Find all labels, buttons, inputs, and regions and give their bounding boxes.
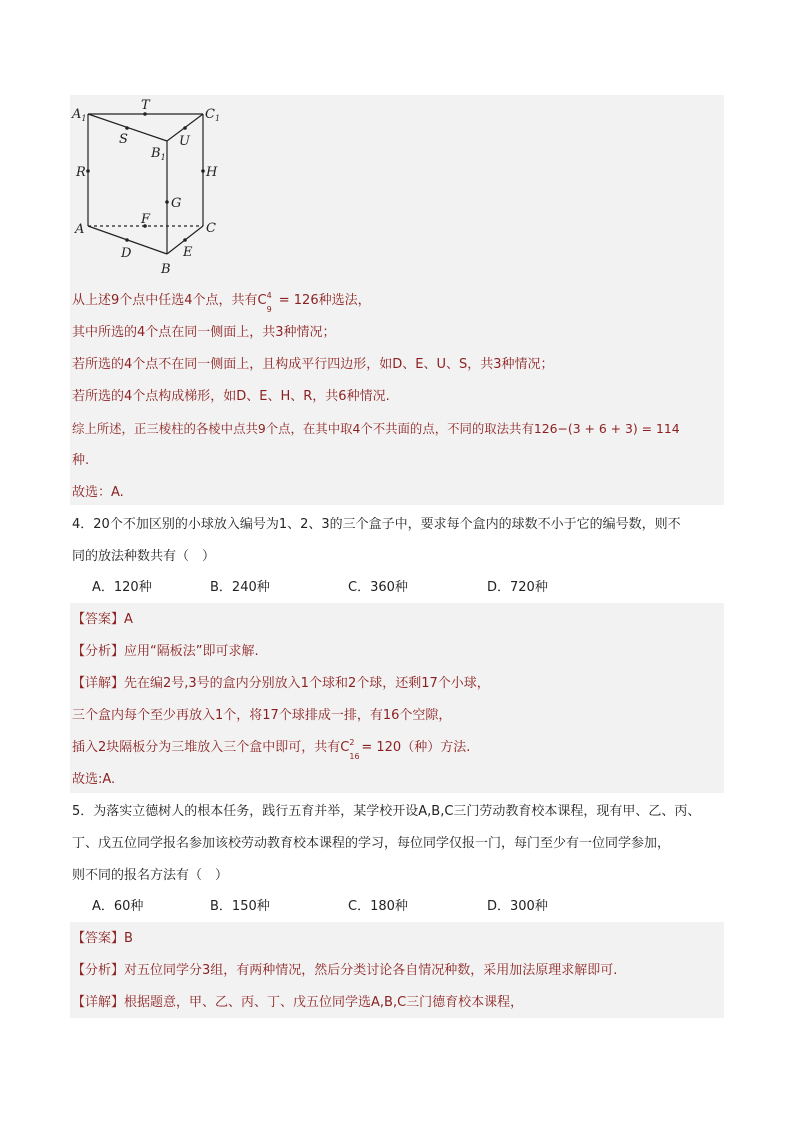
q5-option-c: C．180种 [348, 899, 408, 914]
solution-line-5: 综上所述，正三棱柱的各棱中点共9个点，在其中取4个不共面的点，不同的取法共有126−(3 + 6 + 3) = 114 [72, 421, 680, 436]
label-C1: $C_1$ [205, 107, 221, 123]
solution-line-2: 其中所选的4个点在同一侧面上，共3种情况； [72, 325, 336, 340]
label-E: E [183, 245, 193, 260]
q4-choice: 故选:A. [72, 772, 116, 787]
q4-option-b: B．240种 [210, 580, 270, 595]
label-R: R [76, 165, 86, 180]
point-G [165, 200, 169, 204]
point-S [125, 126, 129, 130]
triangular-prism-figure [70, 95, 230, 280]
q4-option-c: C．360种 [348, 580, 408, 595]
q5-option-a: A．60种 [92, 899, 144, 914]
label-D: D [121, 246, 132, 261]
q5-detail-line-1: 【详解】根据题意，甲、乙、丙、丁、戊五位同学选A,B,C三门德育校本课程， [72, 995, 524, 1010]
label-U: U [179, 134, 190, 149]
point-H [201, 169, 205, 173]
q4-detail-line-1: 【详解】先在编2号,3号的盒内分别放入1个球和2个球，还剩17个小球， [72, 676, 490, 691]
q4-option-a: A．120种 [92, 580, 152, 595]
q5-stem-line-3: 则不同的报名方法有（ ） [72, 868, 229, 883]
label-B: B [161, 262, 171, 277]
label-F: F [141, 212, 151, 227]
label-B1: $B_1$ [151, 146, 166, 162]
q4-detail-line-3: 插入2块隔板分为三堆放入三个盒中即可，共有C 2 16 = 120（种）方法. [72, 738, 471, 761]
label-H: H [206, 165, 218, 180]
solution-line-1: 从上述9个点中任选4个点，共有C 4 9 = 126种选法， [72, 291, 371, 314]
q5-stem-line-2: 丁、戊五位同学报名参加该校劳动教育校本课程的学习，每位同学仅报一门，每门至少有一位同学参加， [72, 836, 671, 851]
q4-option-d: D．720种 [487, 580, 548, 595]
label-C: C [206, 221, 216, 236]
label-T: T [141, 98, 150, 113]
label-S: S [119, 132, 128, 147]
q4-stem-line-2: 同的放法种数共有（ ） [72, 549, 216, 564]
point-R [86, 169, 90, 173]
q5-stem-line-1: 5．为落实立德树人的根本任务，践行五育并举，某学校开设A,B,C三门劳动教育校本课程，现有甲、乙、丙、 [72, 804, 701, 819]
q5-option-d: D．300种 [487, 899, 548, 914]
answer-block-shade [70, 603, 724, 793]
q5-option-b: B．150种 [210, 899, 270, 914]
label-A1: $A_1$ [72, 107, 87, 123]
point-U [183, 126, 187, 130]
label-A: A [75, 222, 85, 237]
point-D [125, 238, 129, 242]
q4-detail-line-2: 三个盒内每个至少再放入1个，将17个球排成一排，有16个空隙， [72, 708, 452, 723]
label-G: G [171, 196, 182, 211]
point-E [183, 238, 187, 242]
solution-line-3: 若所选的4个点不在同一侧面上，且构成平行四边形，如D、E、U、S，共3种情况； [72, 357, 554, 372]
solution-choice: 故选：A. [72, 485, 124, 500]
q5-answer: 【答案】B [72, 931, 133, 946]
q4-analysis: 【分析】应用“隔板法”即可求解. [72, 644, 259, 659]
q5-analysis: 【分析】对五位同学分3组，有两种情况，然后分类讨论各自情况种数，采用加法原理求解即可. [72, 963, 618, 978]
solution-line-4: 若所选的4个点构成梯形，如D、E、H、R，共6种情况. [72, 389, 390, 404]
q4-stem-line-1: 4．20个不加区别的小球放入编号为1、2、3的三个盒子中，要求每个盒内的球数不小于它的编号数，则不 [72, 517, 681, 532]
q4-answer: 【答案】A [72, 612, 133, 627]
solution-line-6: 种. [72, 453, 90, 468]
